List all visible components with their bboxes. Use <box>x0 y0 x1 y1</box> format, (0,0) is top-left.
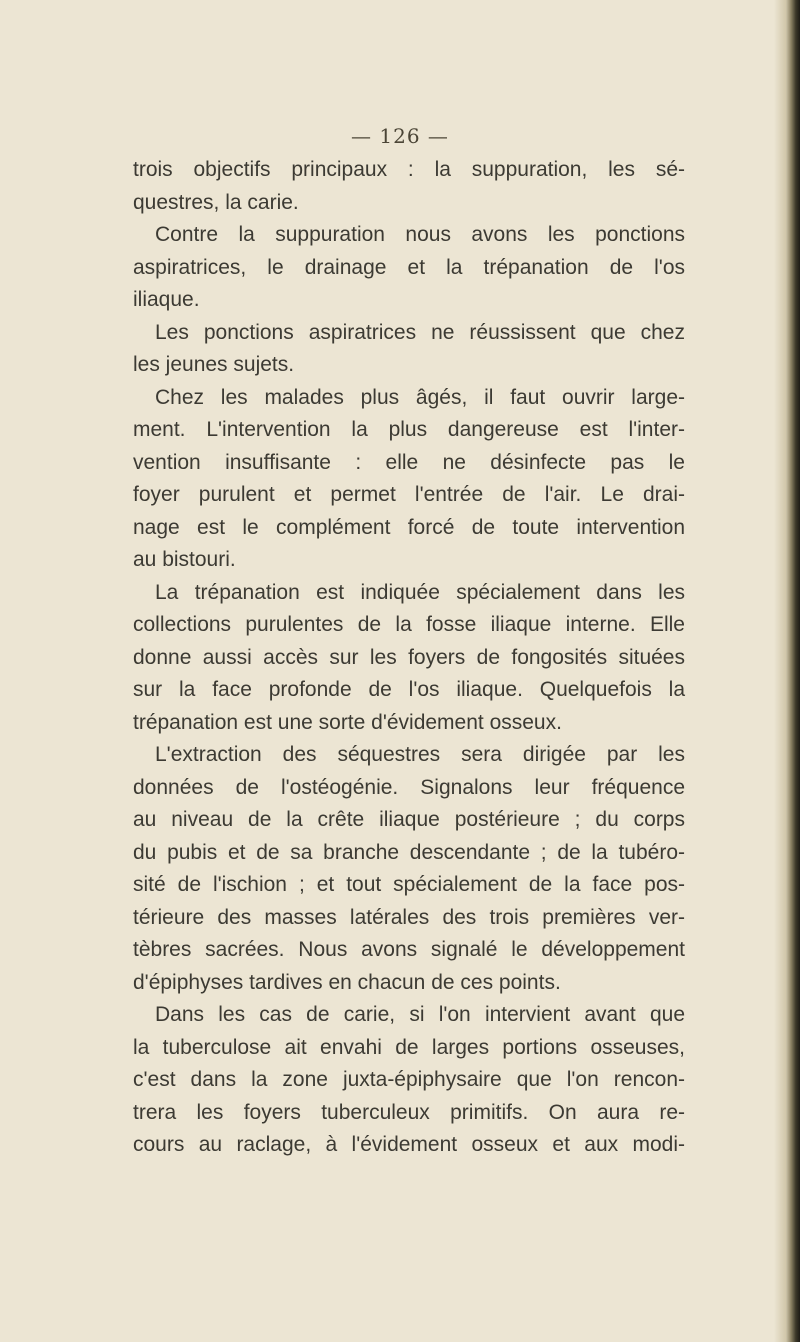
text-line: données de l'ostéogénie. Signalons leur fréquence <box>133 775 685 799</box>
paragraph <box>133 154 685 219</box>
text-line: aspiratrices, le drainage et la trépanation de l'os <box>133 255 685 279</box>
binding-edge <box>786 0 800 1342</box>
text-line: tèbres sacrées. Nous avons signalé le développement <box>133 938 685 961</box>
body-text <box>133 154 685 1162</box>
text-line: trois objectifs principaux : la suppuration, les sé- <box>133 158 685 181</box>
text-line: au niveau de la crête iliaque postérieure ; du corps <box>133 808 685 831</box>
text-line: térieure des masses latérales des trois premières ver- <box>133 905 685 929</box>
text-line: donne aussi accès sur les foyers de fongosités situées <box>133 645 685 669</box>
text-line: sité de l'ischion ; et tout spécialement de la face pos- <box>133 873 685 896</box>
paragraph <box>133 999 685 1162</box>
text-line: L'extraction des séquestres sera dirigée par les <box>155 743 685 766</box>
text-line: Contre la suppuration nous avons les ponctions <box>155 223 685 246</box>
text-line: nage est le complément forcé de toute intervention <box>133 515 685 539</box>
text-line: sur la face profonde de l'os iliaque. Quelquefois la <box>133 678 685 701</box>
text-line: questres, la carie. <box>133 190 299 214</box>
text-line: trépanation est une sorte d'évidement osseux. <box>133 710 562 734</box>
text-line: foyer purulent et permet l'entrée de l'air. Le drai- <box>133 483 685 506</box>
paragraph <box>133 382 685 577</box>
text-line: au bistouri. <box>133 548 236 571</box>
text-line: collections purulentes de la fosse iliaque interne. Elle <box>133 613 685 636</box>
text-line: trera les foyers tuberculeux primitifs. On aura re- <box>133 1100 685 1124</box>
text-line: d'épiphyses tardives en chacun de ces points. <box>133 970 561 994</box>
text-line: la tuberculose ait envahi de larges portions osseuses, <box>133 1035 685 1059</box>
text-line: c'est dans la zone juxta-épiphysaire que l'on rencon- <box>133 1068 685 1091</box>
paragraph <box>133 317 685 382</box>
binding-shadow <box>774 0 786 1342</box>
text-line: ment. L'intervention la plus dangereuse est l'inter- <box>133 418 685 441</box>
paragraph <box>133 219 685 317</box>
text-line: iliaque. <box>133 288 200 311</box>
text-line: La trépanation est indiquée spécialement dans les <box>155 580 685 604</box>
text-line: cours au raclage, à l'évidement osseux et aux modi- <box>133 1133 685 1156</box>
text-line: vention insuffisante : elle ne désinfecte pas le <box>133 450 685 474</box>
text-line: Les ponctions aspiratrices ne réussissent que chez <box>155 320 685 344</box>
text-line: Dans les cas de carie, si l'on intervient avant que <box>155 1003 685 1026</box>
text-line: les jeunes sujets. <box>133 353 295 376</box>
page-number: — 126 — <box>351 124 449 148</box>
paragraph <box>133 577 685 740</box>
text-line: du pubis et de sa branche descendante ; de la tubéro- <box>133 840 685 864</box>
text-line: Chez les malades plus âgés, il faut ouvrir large- <box>155 385 685 409</box>
paragraph <box>133 739 685 999</box>
